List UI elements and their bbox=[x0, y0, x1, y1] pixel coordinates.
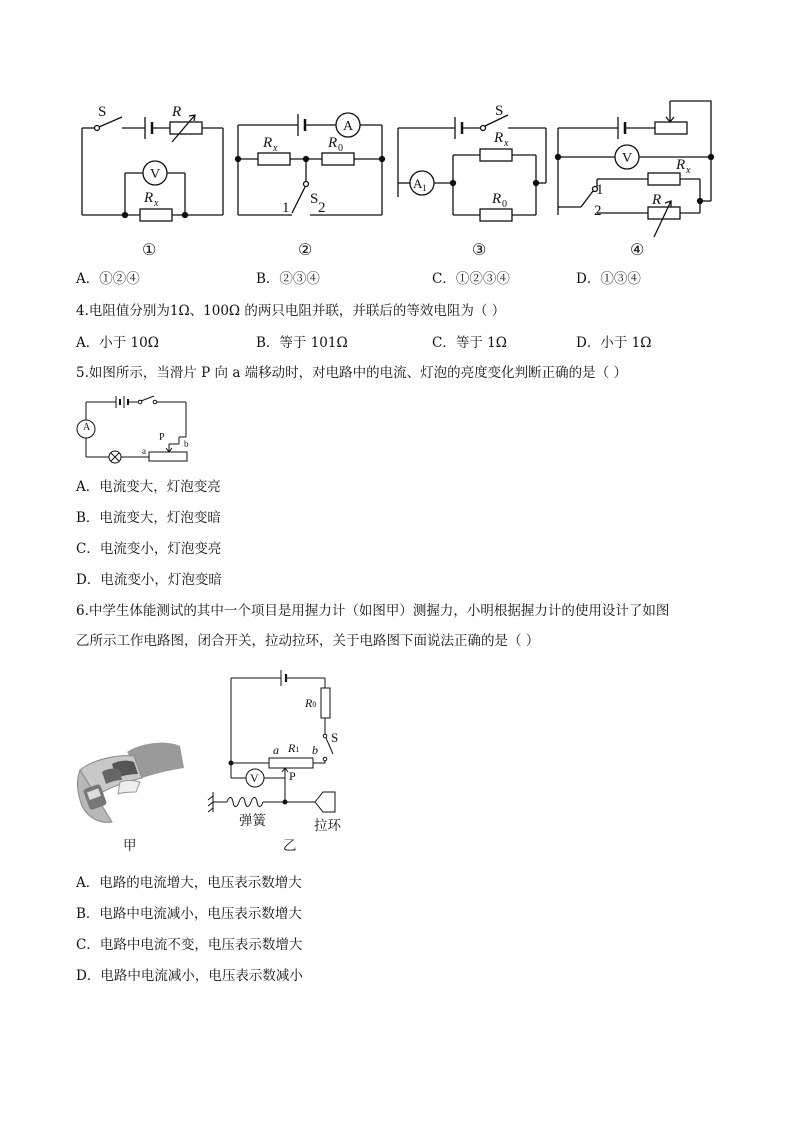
q5-ammeter-label: A bbox=[83, 422, 91, 433]
svg-text:x: x bbox=[504, 138, 509, 149]
c4-pos-2: 2 bbox=[594, 203, 602, 219]
c2-rx-label: R bbox=[263, 135, 273, 151]
q3-circuits-figure bbox=[70, 95, 730, 260]
q5-option-a[interactable]: A．电流变大，灯泡变亮 bbox=[76, 479, 221, 495]
q6-circuit-figure bbox=[205, 666, 355, 834]
c1-voltmeter-label: V bbox=[150, 167, 161, 182]
q6-stem-line1: 6.中学生体能测试的其中一个项目是用握力计（如图甲）测握力，小明根据握力计的使用设计了如图 bbox=[76, 603, 670, 619]
q5-circuit-figure bbox=[74, 392, 204, 468]
q3-option-a[interactable]: A．①②④ bbox=[76, 271, 140, 287]
q4-option-c[interactable]: C．等于 1Ω bbox=[432, 335, 507, 351]
c4-rx-label: R bbox=[676, 157, 686, 173]
q3-option-d[interactable]: D．①③④ bbox=[576, 271, 641, 287]
q6-ring-label: 拉环 bbox=[314, 818, 341, 834]
q5-option-d[interactable]: D．电流变小，灯泡变暗 bbox=[76, 572, 222, 588]
q6-r0-label: R0 bbox=[305, 696, 317, 710]
c2-pos-1: 1 bbox=[282, 200, 290, 216]
q6-stem-line2: 乙所示工作电路图，闭合开关，拉动拉环，关于电路图下面说法正确的是（ ） bbox=[76, 633, 540, 649]
c2-s-label: S bbox=[310, 191, 319, 207]
q3-option-c[interactable]: C．①②③④ bbox=[432, 271, 510, 287]
q4-option-d[interactable]: D．小于 1Ω bbox=[576, 335, 652, 351]
q5-option-c[interactable]: C．电流变小，灯泡变亮 bbox=[76, 541, 222, 557]
q3-option-b[interactable]: B．②③④ bbox=[256, 271, 320, 287]
grip-dynamometer-photo bbox=[72, 738, 187, 828]
fig-yi-caption: 乙 bbox=[283, 838, 297, 854]
q6-voltmeter-label: V bbox=[250, 771, 259, 785]
circuit-3 bbox=[398, 115, 546, 221]
q6-p-label: P bbox=[289, 769, 296, 783]
circuit-label-1: ① bbox=[142, 242, 157, 259]
q6-b-label: b bbox=[312, 743, 318, 757]
svg-text:0: 0 bbox=[502, 199, 507, 210]
c2-pos-2: 2 bbox=[318, 200, 326, 216]
q6-a-label: a bbox=[273, 743, 279, 757]
fig-jia-caption: 甲 bbox=[123, 838, 137, 854]
q6-s-label: S bbox=[331, 730, 339, 745]
q6-option-b[interactable]: B．电路中电流减小，电压表示数增大 bbox=[76, 906, 302, 922]
q6-option-d[interactable]: D．电路中电流减小，电压表示数减小 bbox=[76, 968, 303, 984]
q4-stem: 4.电阻值分别为1Ω、100Ω 的两只电阻并联，并联后的等效电阻为（ ） bbox=[76, 303, 506, 319]
circuit-label-3: ③ bbox=[472, 242, 487, 259]
c2-ammeter-label: A bbox=[343, 119, 354, 134]
c1-s-label: S bbox=[98, 104, 107, 120]
q5-a-label: a bbox=[142, 446, 146, 456]
svg-text:x: x bbox=[154, 198, 159, 209]
q5-option-b[interactable]: B．电流变大，灯泡变暗 bbox=[76, 510, 221, 526]
q5-p-label: P bbox=[159, 432, 165, 443]
c4-r-label: R bbox=[652, 192, 662, 208]
q6-spring-label: 弹簧 bbox=[239, 813, 266, 829]
c4-pos-1: 1 bbox=[596, 182, 604, 198]
q6-option-a[interactable]: A．电路的电流增大，电压表示数增大 bbox=[76, 875, 302, 891]
c3-r0-label: R bbox=[492, 191, 502, 207]
q4-option-b[interactable]: B．等于 101Ω bbox=[256, 335, 348, 351]
c2-r0-label: R bbox=[328, 135, 338, 151]
circuit-label-2: ② bbox=[298, 242, 313, 259]
circuit-label-4: ④ bbox=[630, 242, 645, 259]
q6-option-c[interactable]: C．电路中电流不变，电压表示数增大 bbox=[76, 937, 303, 953]
c1-rx-label: R bbox=[144, 190, 154, 206]
svg-text:x: x bbox=[273, 143, 278, 154]
c3-ammeter-label: A bbox=[413, 176, 423, 191]
c4-voltmeter-label: V bbox=[622, 151, 633, 166]
svg-text:1: 1 bbox=[422, 183, 427, 193]
c3-rx-label: R bbox=[494, 130, 504, 146]
c1-r-label: R bbox=[172, 104, 182, 120]
svg-text:0: 0 bbox=[338, 143, 343, 154]
svg-text:x: x bbox=[686, 165, 691, 176]
q4-option-a[interactable]: A．小于 10Ω bbox=[76, 335, 159, 351]
c3-s-label: S bbox=[495, 103, 504, 119]
q5-stem: 5.如图所示，当滑片 P 向 a 端移动时，对电路中的电流、灯泡的亮度变化判断正确的是（ ） bbox=[76, 365, 627, 381]
q6-r1-label: R1 bbox=[288, 741, 300, 755]
q5-b-label: b bbox=[184, 439, 189, 449]
